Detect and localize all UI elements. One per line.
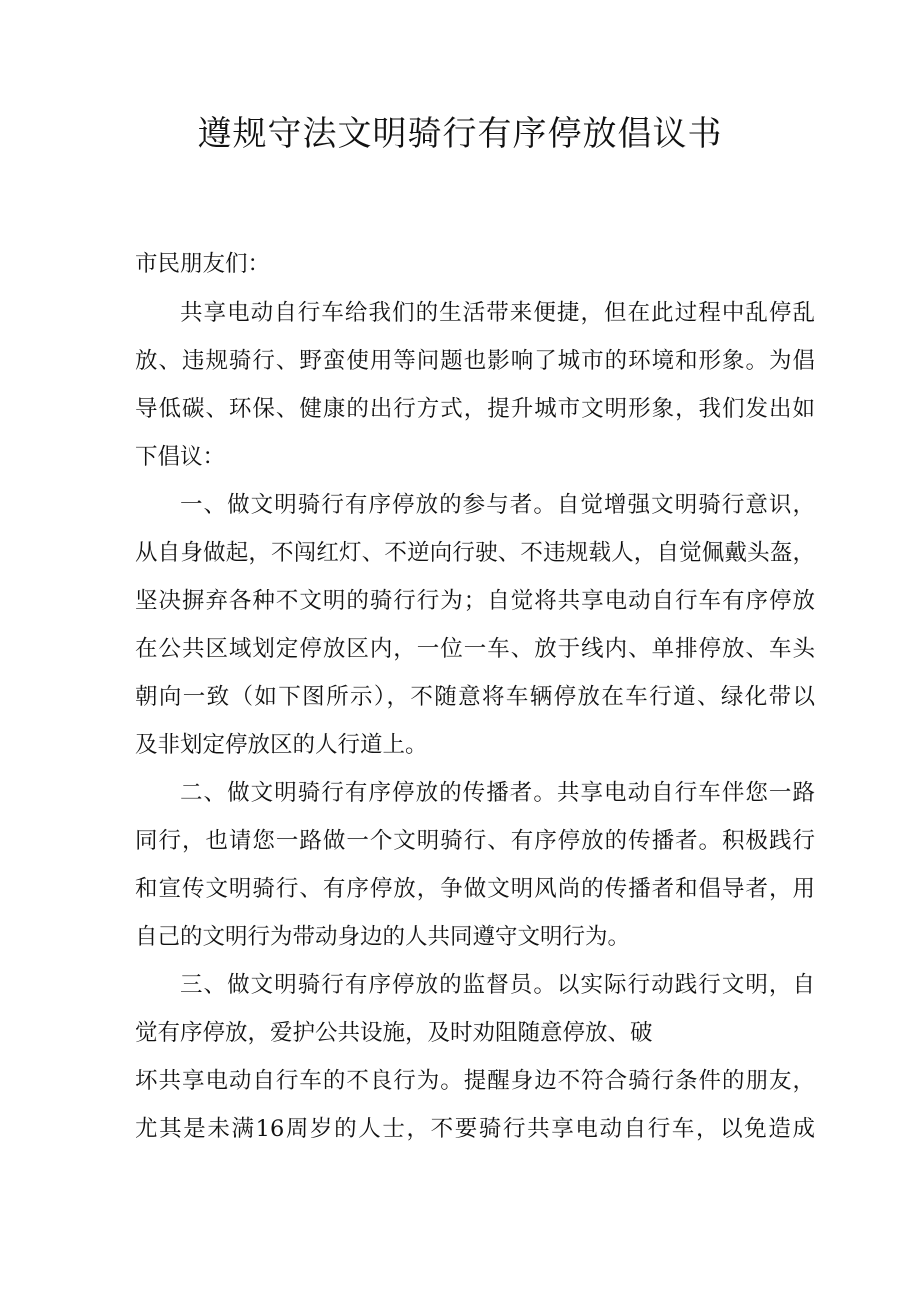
paragraph-line: 三、做文明骑行有序停放的监督员。以实际行动践行文明，自 — [180, 972, 815, 998]
paragraph-line: 坏共享电动自行车的不良行为。提醒身边不符合骑行条件的朋友， — [135, 1068, 815, 1094]
paragraph-line: 从自身做起，不闯红灯、不逆向行驶、不违规载人，自觉佩戴头盔， — [135, 540, 815, 566]
paragraph-line: 下倡议： — [135, 444, 226, 470]
paragraph-line: 和宣传文明骑行、有序停放，争做文明风尚的传播者和倡导者，用 — [135, 876, 815, 902]
paragraph-line: 自己的文明行为带动身边的人共同遵守文明行为。 — [135, 924, 631, 950]
paragraph-line: 同行，也请您一路做一个文明骑行、有序停放的传播者。积极践行 — [135, 828, 815, 854]
salutation: 市民朋友们： — [135, 251, 271, 277]
paragraph-line: 二、做文明骑行有序停放的传播者。共享电动自行车伴您一路 — [180, 780, 815, 806]
paragraph-line: 坚决摒弃各种不文明的骑行行为；自觉将共享电动自行车有序停放 — [135, 588, 815, 614]
paragraph-line: 尤其是未满16周岁的人士，不要骑行共享电动自行车，以免造成 — [135, 1116, 815, 1142]
paragraph-line: 导低碳、环保、健康的出行方式，提升城市文明形象，我们发出如 — [135, 396, 815, 422]
paragraph-line: 及非划定停放区的人行道上。 — [135, 732, 428, 758]
paragraph-line: 放、违规骑行、野蛮使用等问题也影响了城市的环境和形象。为倡 — [135, 348, 815, 374]
paragraph-line: 觉有序停放，爱护公共设施，及时劝阻随意停放、破 — [135, 1020, 653, 1046]
paragraph-line: 一、做文明骑行有序停放的参与者。自觉增强文明骑行意识， — [180, 492, 815, 518]
document-title: 遵规守法文明骑行有序停放倡议书 — [197, 114, 723, 154]
paragraph-line: 在公共区域划定停放区内，一位一车、放于线内、单排停放、车头 — [135, 636, 815, 662]
paragraph-line: 朝向一致（如下图所示），不随意将车辆停放在车行道、绿化带以 — [135, 684, 815, 710]
paragraph-line: 共享电动自行车给我们的生活带来便捷，但在此过程中乱停乱 — [180, 300, 815, 326]
